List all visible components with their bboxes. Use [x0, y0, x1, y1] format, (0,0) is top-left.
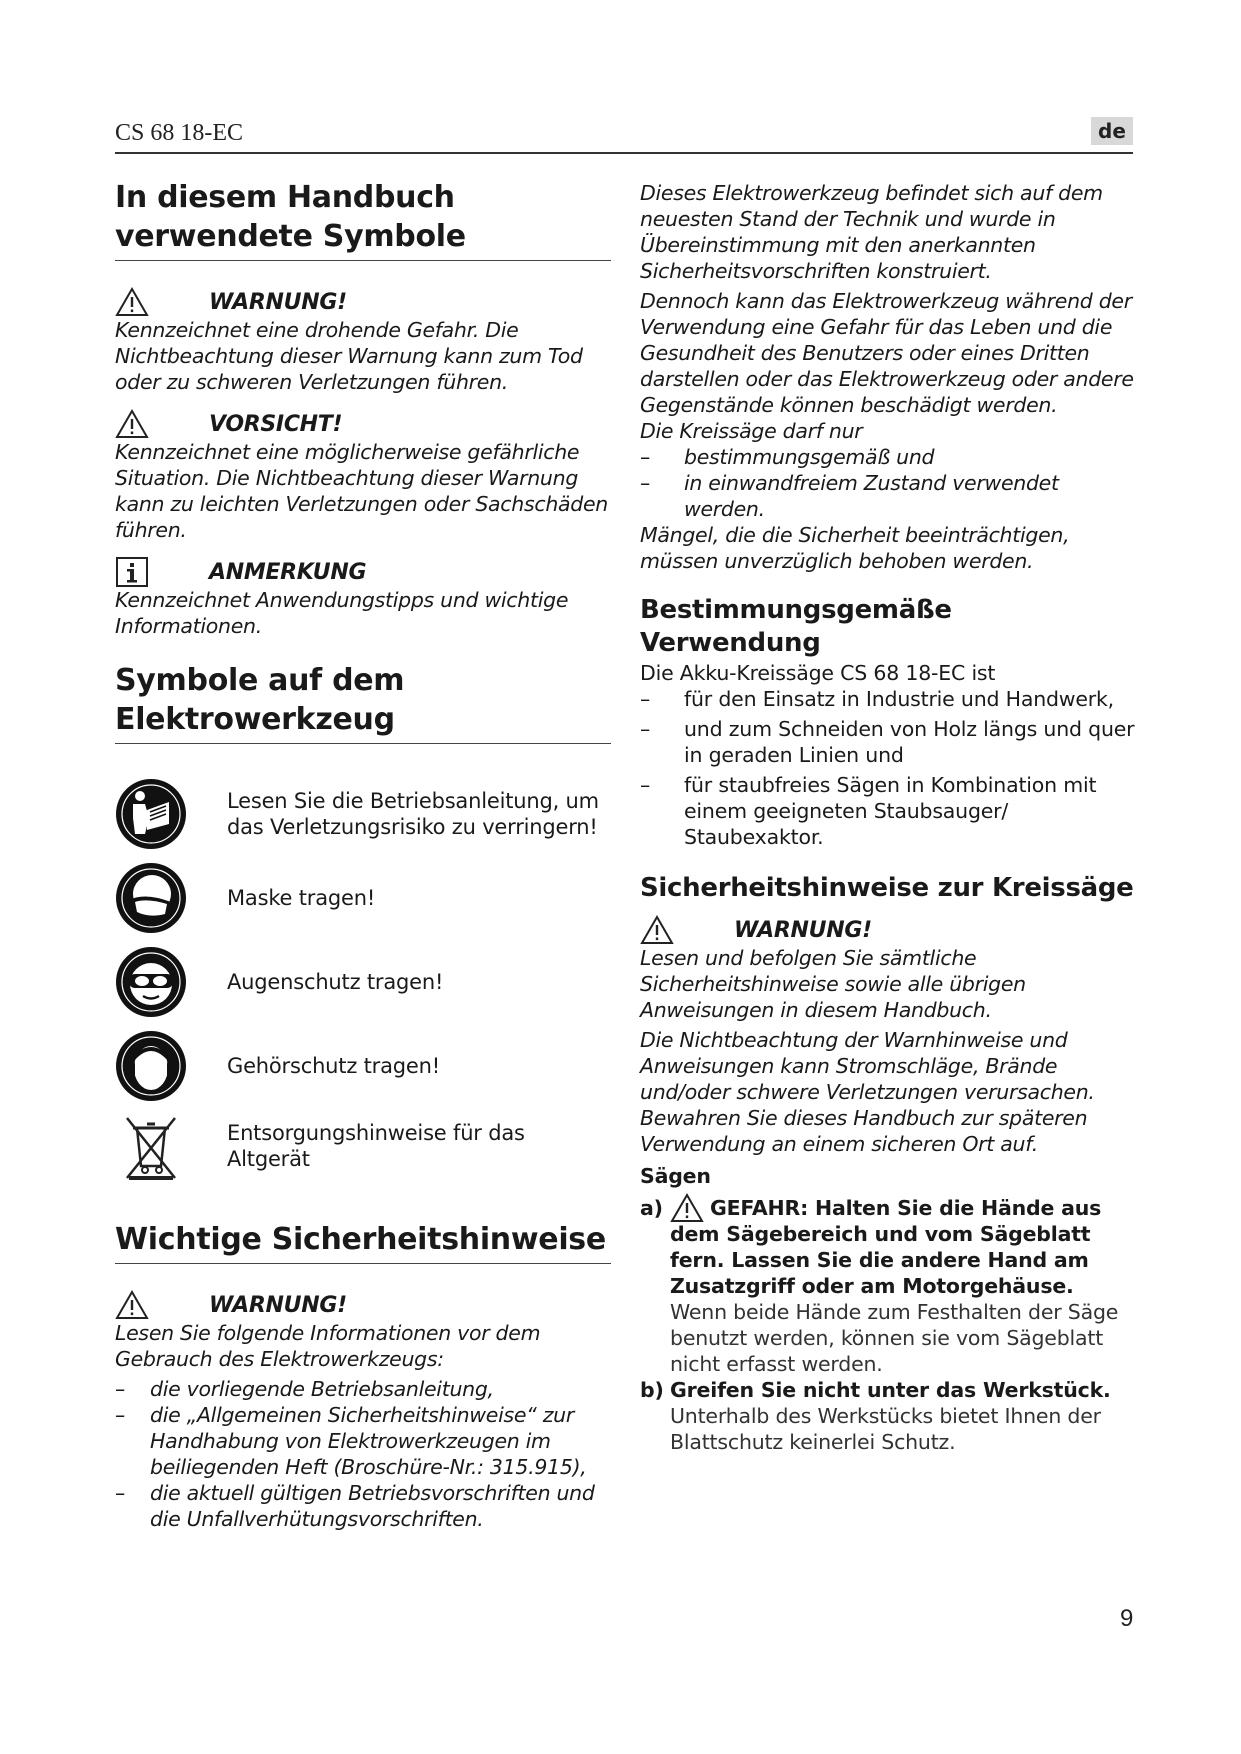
note-title: ANMERKUNG — [209, 559, 367, 585]
hearing-protection-icon — [115, 1030, 187, 1102]
warning-text: Kennzeichnet eine drohende Gefahr. Die Nichtbeachtung dieser Warnung kann zum Tod oder zu schweren Verletzungen führen. — [115, 318, 583, 394]
warning-heading — [115, 287, 611, 317]
item-label: b) — [640, 1378, 664, 1402]
warning-text: Lesen Sie folgende Informationen vor dem Gebrauch des Elektrowerkzeugs: — [115, 1321, 541, 1371]
warning-text: Lesen und befolgen Sie sämtliche Sicherheitshinweise sowie alle übrigen Anweisungen in diesem Handbuch. — [640, 946, 1026, 1022]
list-item: – die vorliegende Betriebsanleitung, — [115, 1376, 611, 1402]
list-item: – in einwandfreiem Zustand verwendet werden. — [640, 471, 1059, 521]
intended-use-intro: Die Akku-Kreissäge CS 68 18-EC ist — [640, 661, 996, 685]
warning-heading — [115, 1290, 611, 1320]
symbol-row — [115, 862, 611, 934]
item-label: a) — [640, 1196, 663, 1220]
keep-manual-paragraph: Bewahren Sie dieses Handbuch zur späteren Verwendung an einem sicheren Ort auf. — [640, 1106, 1088, 1156]
sawing-subtitle: Sägen — [640, 1164, 711, 1188]
warning-heading — [640, 915, 1140, 945]
symbol-row — [115, 778, 611, 850]
symbol-text: Lesen Sie die Betriebsanleitung, um das Verletzungsrisiko zu verringern! — [227, 789, 599, 839]
section-title-tool-symbols: Symbole auf dem Elektrowerkzeug — [115, 661, 611, 744]
model-name: CS 68 18-EC — [115, 120, 244, 146]
note-text: Kennzeichnet Anwendungstipps und wichtige Informationen. — [115, 588, 569, 638]
usage-condition-intro: Die Kreissäge darf nur — [640, 419, 863, 443]
item-bold-text: Greifen Sie nicht unter das Werkstück. — [670, 1378, 1111, 1402]
defects-paragraph: Mängel, die die Sicherheit beeinträchtigen, müssen unverzüglich behoben werden. — [640, 523, 1070, 573]
caution-triangle-icon — [115, 409, 149, 439]
symbol-text: Entsorgungshinweise für das Altgerät — [227, 1121, 525, 1171]
info-icon — [115, 557, 149, 587]
item-bold-text: GEFAHR: Halten Sie die Hände aus dem Sägebereich und vom Sägeblatt fern. Lassen Sie die andere Hand am Zusatzgriff oder am Motorgehäuse. — [670, 1196, 1102, 1298]
list-item: – die „Allgemeinen Sicherheitshinweise“ zur Handhabung von Elektrowerkzeugen im beiliegenden Heft (Broschüre-Nr.: 315.915), — [115, 1402, 611, 1480]
section-title-intended-use: Bestimmungsgemäße Verwendung — [640, 595, 952, 658]
safety-item-a — [640, 1195, 1140, 1377]
caution-text: Kennzeichnet eine möglicherweise gefährliche Situation. Die Nichtbeachtung dieser Warnung kann zu leichten Verletzungen oder Sachschäden führen. — [115, 440, 608, 542]
section-title-circular-saw-safety: Sicherheitshinweise zur Kreissäge — [640, 873, 1134, 903]
caution-title: VORSICHT! — [209, 411, 343, 437]
warning-title: WARNUNG! — [209, 289, 347, 315]
symbol-row — [115, 1030, 611, 1102]
warning-title: WARNUNG! — [209, 1292, 347, 1318]
list-item: – bestimmungsgemäß und — [640, 445, 935, 469]
caution-heading — [115, 409, 611, 439]
language-badge: de — [1091, 117, 1133, 145]
item-text: Unterhalb des Werkstücks bietet Ihnen der Blattschutz keinerlei Schutz. — [670, 1404, 1101, 1454]
right-column — [640, 180, 1140, 1455]
symbol-row — [115, 946, 611, 1018]
symbol-row — [115, 1110, 611, 1182]
section-title-important-safety: Wichtige Sicherheitshinweise — [115, 1220, 611, 1264]
mask-icon — [115, 862, 187, 934]
list-item: – und zum Schneiden von Holz längs und quer in geraden Linien und — [640, 717, 1135, 767]
safety-item-b — [640, 1377, 1140, 1455]
note-heading — [115, 557, 611, 587]
read-manual-icon — [115, 778, 187, 850]
symbol-text: Augenschutz tragen! — [227, 970, 444, 994]
list-item: – für staubfreies Sägen in Kombination mit einem geeigneten Staubsauger/ Staubexaktor. — [640, 773, 1097, 849]
consequences-paragraph: Die Nichtbeachtung der Warnhinweise und Anweisungen kann Stromschläge, Brände und/oder schwere Verletzungen verursachen. — [640, 1028, 1095, 1104]
warning-triangle-icon — [115, 1290, 149, 1320]
warning-triangle-icon — [115, 287, 149, 317]
left-column — [115, 178, 611, 1532]
danger-triangle-icon — [670, 1193, 704, 1223]
item-text: Wenn beide Hände zum Festhalten der Säge benutzt werden, können sie vom Sägeblatt nicht erfasst werden. — [670, 1300, 1119, 1376]
danger-paragraph: Dennoch kann das Elektrowerkzeug während der Verwendung eine Gefahr für das Leben und die Gesundheit des Benutzers oder eines Dritten darstellen oder das Elektrowerkzeug oder andere Gegenstände können beschädigt werden. — [640, 289, 1134, 417]
header-rule — [115, 152, 1133, 154]
warning-triangle-icon — [640, 915, 674, 945]
eye-protection-icon — [115, 946, 187, 1018]
warning-title: WARNUNG! — [734, 917, 872, 943]
symbol-text: Maske tragen! — [227, 886, 376, 910]
list-item: – die aktuell gültigen Betriebsvorschriften und die Unfallverhütungsvorschriften. — [115, 1480, 611, 1532]
section-title-symbols-in-manual: In diesem Handbuch verwendete Symbole — [115, 178, 611, 261]
disposal-bin-icon — [115, 1110, 187, 1182]
intro-paragraph: Dieses Elektrowerkzeug befindet sich auf dem neuesten Stand der Technik und wurde in Übereinstimmung mit den anerkannten Sicherheitsvorschriften konstruiert. — [640, 181, 1103, 283]
symbol-text: Gehörschutz tragen! — [227, 1054, 440, 1078]
page-number: 9 — [1120, 1605, 1134, 1632]
list-item: – für den Einsatz in Industrie und Handwerk, — [640, 687, 1114, 711]
